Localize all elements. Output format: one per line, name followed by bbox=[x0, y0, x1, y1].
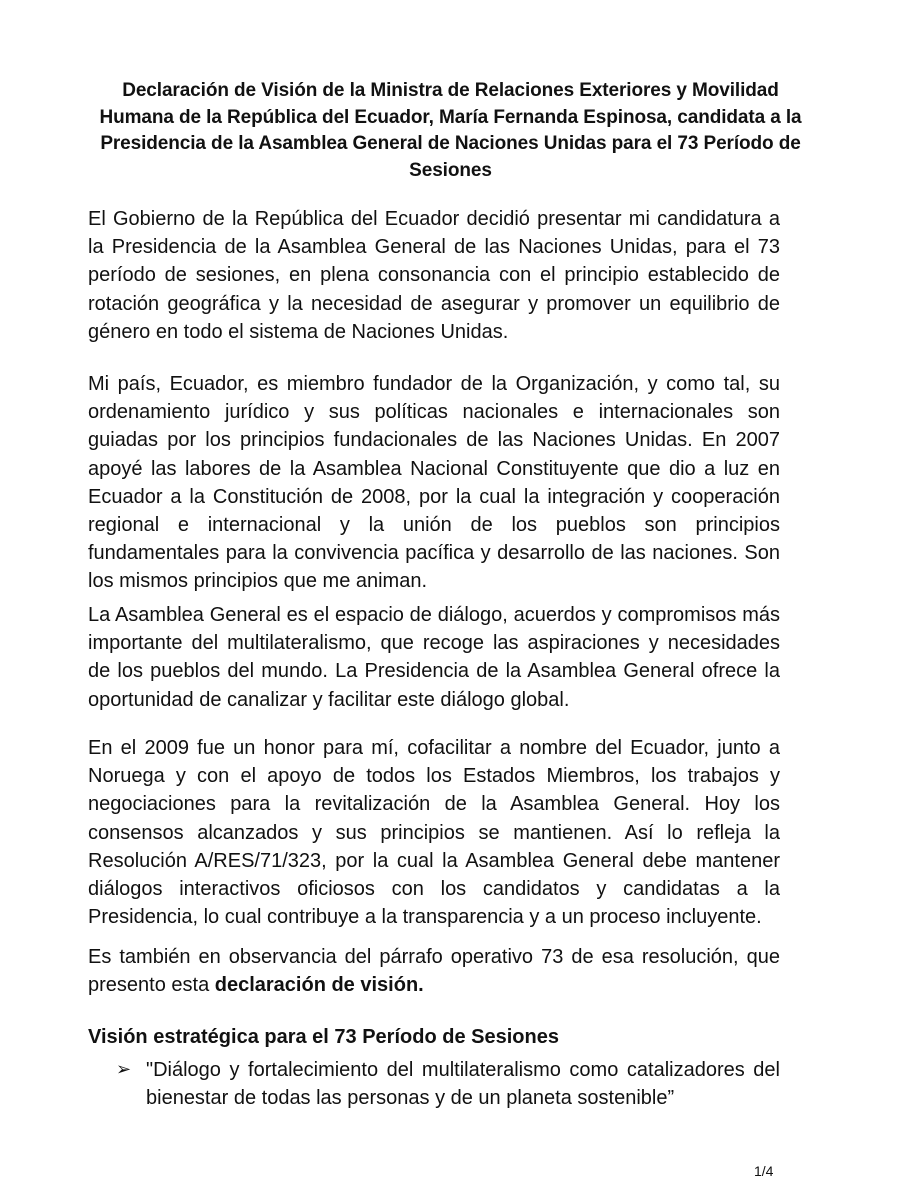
paragraph-general-assembly: La Asamblea General es el espacio de diálogo, acuerdos y compromisos más importante del multilateralismo, que recoge las aspiraciones y necesidades de los pueblos del mundo. La Presidencia de la Asamblea General ofrece la oportunidad de canalizar y facilitar este diálogo global. bbox=[88, 604, 780, 711]
section-heading: Visión estratégica para el 73 Período de Sesiones bbox=[88, 1026, 559, 1048]
closing-paragraph-bold-text: declaración de visión. bbox=[214, 974, 424, 997]
closing-paragraph-text: Es también en observancia del párrafo operativo 73 de esa resolución, que presento esta bbox=[88, 946, 780, 997]
document-title: Declaración de Visión de la Ministra de Relaciones Exteriores y Movilidad Humana de la República del Ecuador, María Fernanda Espinosa, candidata a la Presidencia de la Asamblea General de Naciones Unidas para el 73 Período de Sesiones bbox=[99, 80, 802, 181]
bullet-item bbox=[116, 1056, 780, 1112]
paragraph-revitalization: En el 2009 fue un honor para mí, cofacilitar a nombre del Ecuador, junto a Noruega y con el apoyo de todos los Estados Miembros, los trabajos y negociaciones para la revitalización de la Asamblea General. Hoy los consensos alcanzados y sus principios se mantienen. Así lo refleja la Resolución A/RES/71/323, por la cual la Asamblea General debe mantener diálogos interactivos oficiosos con los candidatos y candidatas a la Presidencia, lo cual contribuye a la transparencia y a un proceso incluyente. bbox=[88, 737, 780, 929]
paragraph-vision-statement bbox=[88, 943, 780, 999]
page-number: 1/4 bbox=[754, 1163, 774, 1179]
arrow-bullet-icon: ➢ bbox=[116, 1059, 132, 1080]
paragraph-candidacy: El Gobierno de la República del Ecuador decidió presentar mi candidatura a la Presidencia de la Asamblea General de las Naciones Unidas, para el 73 período de sesiones, en plena consonancia con el principio establecido de rotación geográfica y la necesidad de asegurar y promover un equilibrio de género en todo el sistema de Naciones Unidas. bbox=[88, 208, 780, 343]
bullet-text: "Diálogo y fortalecimiento del multilateralismo como catalizadores del bienestar de todas las personas y de un planeta sostenible” bbox=[146, 1059, 780, 1110]
paragraph-ecuador-founding-member: Mi país, Ecuador, es miembro fundador de la Organización, y como tal, su ordenamiento jurídico y sus políticas nacionales e internacionales son guiadas por los principios fundacionales de las Naciones Unidas. En 2007 apoyé las labores de la Asamblea Nacional Constituyente que dio a luz en Ecuador a la Constitución de 2008, por la cual la integración y cooperación regional e internacional y la unión de los pueblos son principios fundamentales para la convivencia pacífica y desarrollo de las naciones. Son los mismos principios que me animan. bbox=[88, 373, 780, 593]
